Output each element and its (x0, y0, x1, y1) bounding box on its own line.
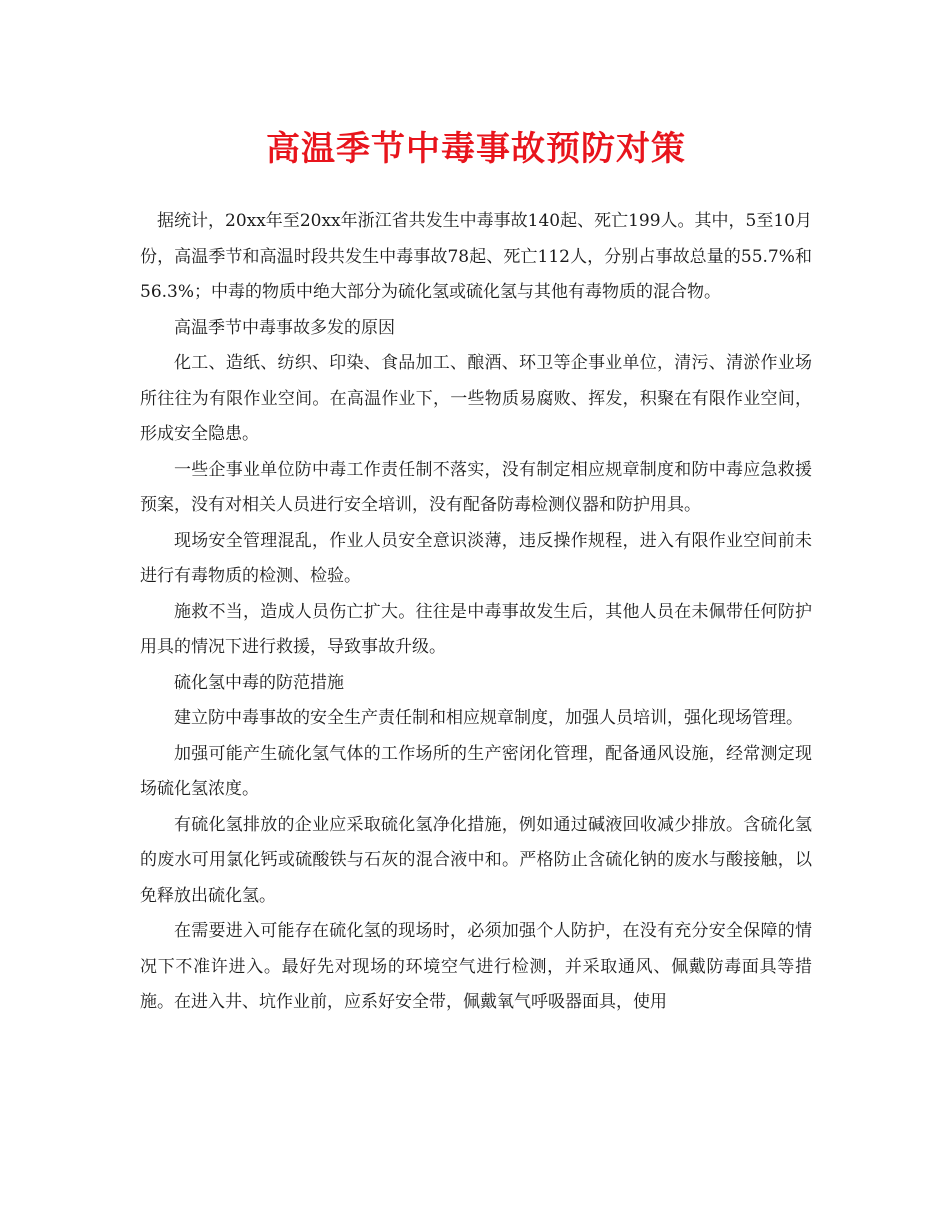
paragraph-cause-management: 现场安全管理混乱，作业人员安全意识淡薄，违反操作规程，进入有限作业空间前未进行有毒物质的检测、检验。 (140, 530, 812, 586)
section-heading-causes: 高温季节中毒事故多发的原因 (174, 317, 395, 338)
paragraph-measure-purification: 有硫化氢排放的企业应采取硫化氢净化措施，例如通过碱液回收减少排放。含硫化氢的废水可用氯化钙或硫酸铁与石灰的混合液中和。严格防止含硫化钠的废水与酸接触，以免释放出硫化氢。 (140, 814, 812, 906)
paragraph-cause-confined-space: 化工、造纸、纺织、印染、食品加工、酿酒、环卫等企事业单位，清污、清淤作业场所往往为有限作业空间。在高温作业下，一些物质易腐败、挥发，积聚在有限作业空间，形成安全隐患。 (140, 353, 812, 444)
paragraph-measure-ventilation: 加强可能产生硫化氢气体的工作场所的生产密闭化管理，配备通风设施，经常测定现场硫化氢浓度。 (140, 743, 812, 799)
paragraph-cause-responsibility: 一些企事业单位防中毒工作责任制不落实，没有制定相应规章制度和防中毒应急救援预案，没有对相关人员进行安全培训，没有配备防毒检测仪器和防护用具。 (140, 459, 812, 515)
paragraph-measure-responsibility: 建立防中毒事故的安全生产责任制和相应规章制度，加强人员培训，强化现场管理。 (174, 708, 803, 728)
paragraph-statistics: 据统计，20xx年至20xx年浙江省共发生中毒事故140起、死亡199人。其中，5至10月份，高温季节和高温时段共发生中毒事故78起、死亡112人，分别占事故总量的55.7%和56.3%；中毒的物质中绝大部分为硫化氢或硫化氢与其他有毒物质的混合物。 (140, 211, 812, 302)
section-heading-measures: 硫化氢中毒的防范措施 (174, 672, 344, 693)
paragraph-measure-personal-protection: 在需要进入可能存在硫化氢的现场时，必须加强个人防护，在没有充分安全保障的情况下不准许进入。最好先对现场的环境空气进行检测，并采取通风、佩戴防毒面具等措施。在进入井、坑作业前，应系好安全带，佩戴氧气呼吸器面具，使用 (140, 921, 812, 1012)
paragraph-cause-rescue: 施救不当，造成人员伤亡扩大。往往是中毒事故发生后，其他人员在未佩带任何防护用具的情况下进行救援，导致事故升级。 (140, 601, 812, 657)
document-body (140, 204, 812, 1021)
document-title: 高温季节中毒事故预防对策 (266, 129, 686, 169)
